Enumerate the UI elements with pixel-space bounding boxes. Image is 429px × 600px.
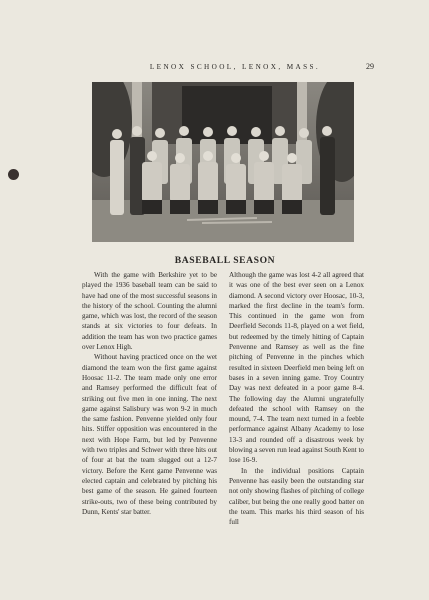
paragraph: In the individual positions Captain Penvenne has easily been the outstanding star not only showing flashes of pitching of college caliber, but being the one really good batter on the team. This marks his third season of his full: [229, 466, 364, 527]
page-number: 29: [366, 62, 374, 71]
team-photograph: [92, 82, 354, 242]
text-column-right: [229, 270, 364, 527]
team-photo-illustration: [92, 82, 354, 242]
paragraph: With the game with Berkshire yet to be played the 1936 baseball team can be said to have had one of the most successful seasons in the history of the school. Counting the alumni game, which was lost, the record of the season stands at six victories to four defeats. In addition the team has won two practice games over Lenox High.: [82, 271, 217, 352]
paragraph: Although the game was lost 4-2 all agreed that it was one of the best ever seen on a Lenox diamond. A second victory over Hoosac, 10-3, marked the first decline in the team's form. This continued in the game won from Deerfield Seconds 11-8, played on a wet field, but redeemed by the timely hitting of Captain Penvenne and Ramsey as well as the fine pitching of Penvenne in the pinches which resulted in sixteen Deerfield men being left on bases in a seven inning game. Troy Country Day was next defeated in a poor game 8-4. The following day the Alumni ungratefully defeated the school with Ramsey on the mound, 7-4. The team next turned in a feeble performance against Albany Academy to lose 13-3 and rounded off a disastrous week by blowing a seven run lead against South Kent to lose 16-9.: [229, 271, 364, 465]
text-column-left: [82, 270, 217, 517]
paragraph: Without having practiced once on the wet diamond the team won the first game against Hoosac 11-2. The team made only one error and Ramsey performed the difficult feat of striking out five men in one inning. The next game against Salisbury was won 9-2 in much the same fashion. Penvenne yielded only four hits. Stiffer opposition was encountered in the next with Hope Farm, but led by Penvenne with two triples and Schwer with three hits out of four at bat the team slugged out a 12-7 victory. Before the Kent game Penvenne was elected captain and celebrated by pitching his best game of the season. He gained fourteen strike-outs, two of these being contributed by Dunn, Kents' star batter.: [82, 353, 217, 516]
running-header: LENOX SCHOOL, LENOX, MASS.: [149, 63, 321, 71]
binder-hole: [8, 169, 19, 180]
article-heading: BASEBALL SEASON: [174, 255, 276, 266]
